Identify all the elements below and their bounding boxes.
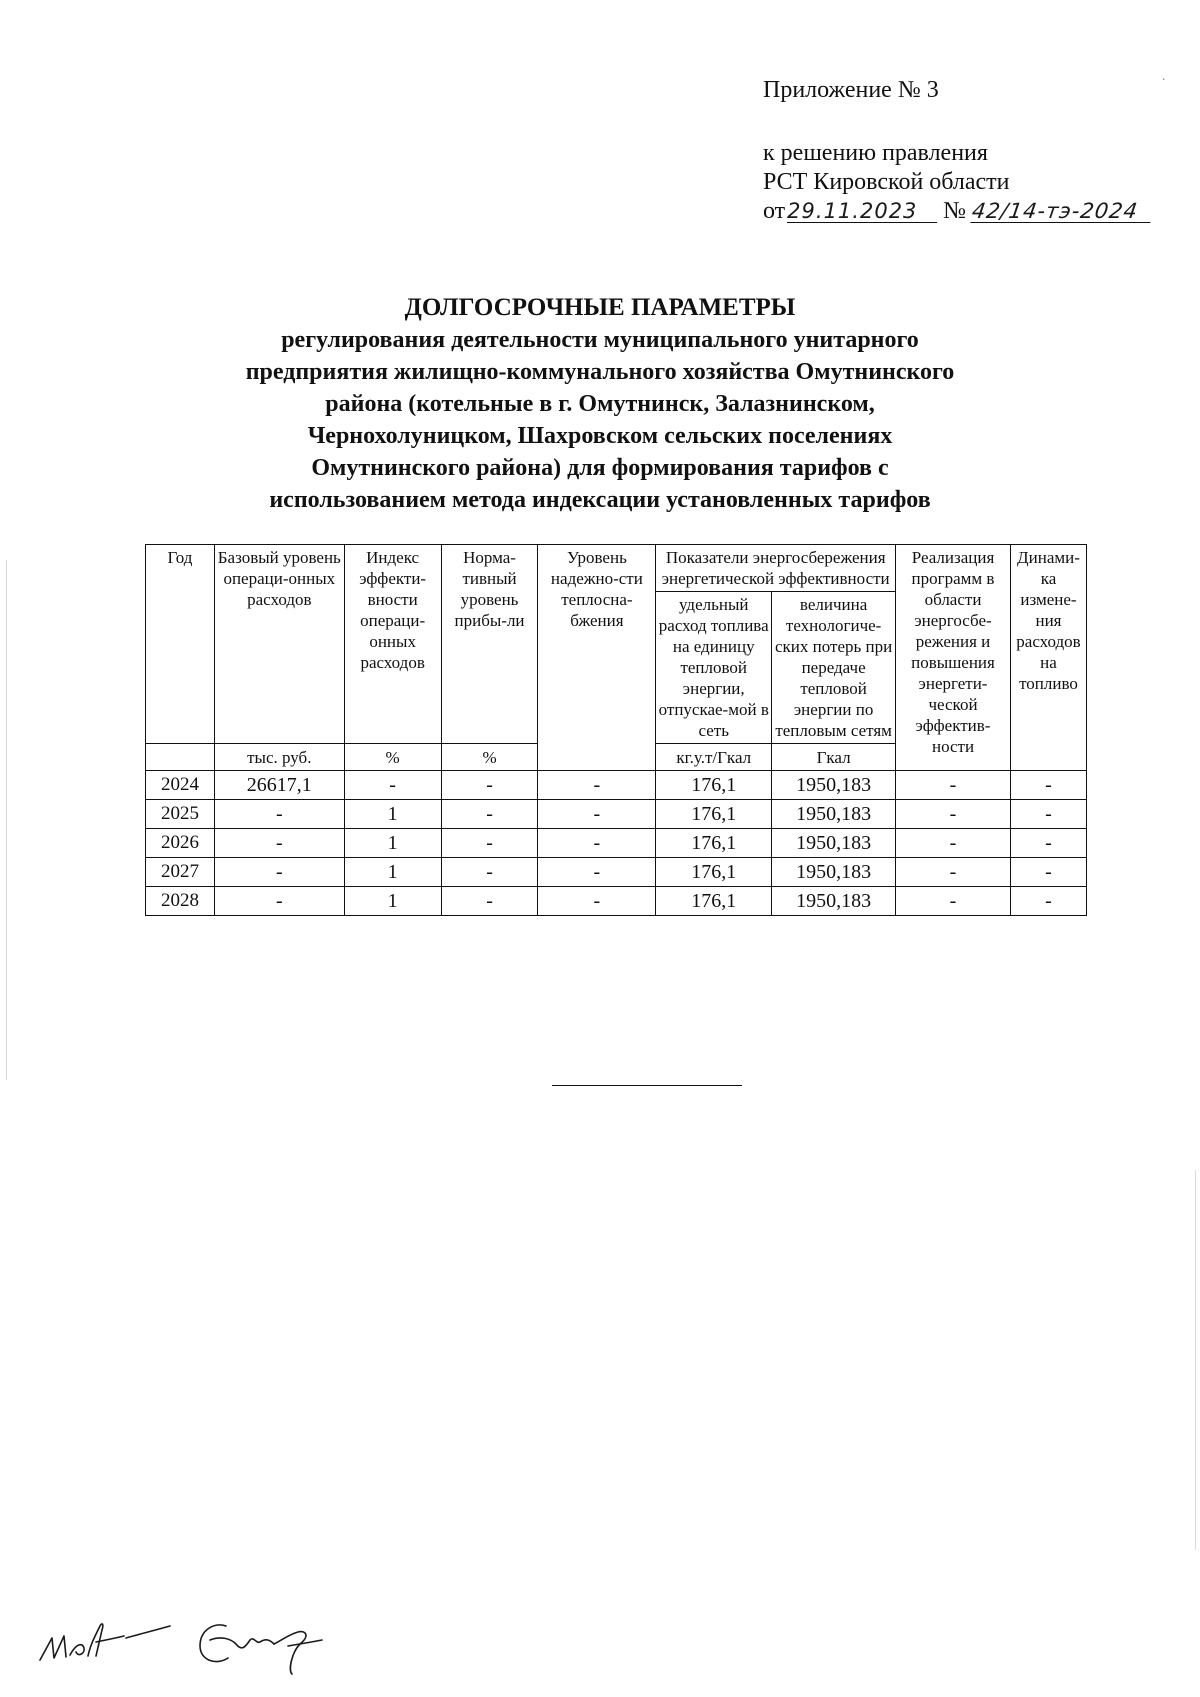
cell-reliability: -: [538, 800, 656, 829]
cell-reliability: -: [538, 887, 656, 916]
header-energy-group: Показатели энергосбережения энергетической эффективности: [656, 545, 896, 592]
cell-programs: -: [896, 829, 1011, 858]
header-base-level: Базовый уровень операци-онных расходов: [214, 545, 344, 744]
cell-programs: -: [896, 771, 1011, 800]
header-reliability: Уровень надежно-сти теплосна-бжения: [538, 545, 656, 771]
cell-index: 1: [344, 829, 441, 858]
cell-dynamics: -: [1010, 887, 1086, 916]
cell-year: 2027: [146, 858, 215, 887]
header-heat-losses: величина технологиче-ских потерь при передаче тепловой энергии по тепловым сетям: [772, 592, 896, 744]
title-line: Омутнинского района) для формирования тарифов с: [311, 455, 889, 481]
table-row: [146, 800, 1087, 829]
cell-year: 2025: [146, 800, 215, 829]
cell-fuel: 176,1: [656, 800, 772, 829]
date-prefix: от: [763, 198, 786, 224]
cell-profit: -: [441, 829, 538, 858]
unit-fuel-rate: кг.у.т/Гкал: [656, 744, 772, 771]
title-line: Чернохолуницком, Шахровском сельских поселениях: [307, 423, 893, 449]
cell-base: -: [214, 887, 344, 916]
document-title: [120, 292, 1080, 516]
handwritten-date: 29.11.2023: [787, 200, 937, 223]
cell-programs: -: [896, 887, 1011, 916]
table-row: [146, 829, 1087, 858]
cell-fuel: 176,1: [656, 829, 772, 858]
cell-programs: -: [896, 800, 1011, 829]
cell-losses: 1950,183: [772, 771, 896, 800]
scan-edge-line: [1195, 1170, 1196, 1550]
cell-losses: 1950,183: [772, 858, 896, 887]
cell-fuel: 176,1: [656, 858, 772, 887]
appendix-label: Приложение № 3: [763, 77, 939, 103]
cell-profit: -: [441, 887, 538, 916]
cell-profit: -: [441, 858, 538, 887]
cell-profit: -: [441, 800, 538, 829]
header-normative-profit: Норма-тивный уровень прибы-ли: [441, 545, 538, 744]
closing-rule: [552, 1085, 742, 1086]
header-programs: Реализация программ в области энергосбе-режения и повышения энергети-ческой эффектив-ности: [896, 545, 1011, 771]
cell-dynamics: -: [1010, 771, 1086, 800]
approval-header: [763, 76, 1152, 226]
title-line: района (котельные в г. Омутнинск, Залазнинском,: [325, 391, 875, 417]
unit-efficiency-index: %: [344, 744, 441, 771]
cell-base: -: [214, 858, 344, 887]
cell-index: 1: [344, 858, 441, 887]
cell-programs: -: [896, 858, 1011, 887]
scan-mark: ·: [1161, 73, 1166, 88]
cell-index: 1: [344, 800, 441, 829]
scan-edge-line: [6, 560, 7, 1080]
cell-year: 2028: [146, 887, 215, 916]
cell-index: -: [344, 771, 441, 800]
cell-dynamics: -: [1010, 800, 1086, 829]
cell-reliability: -: [538, 771, 656, 800]
unit-normative-profit: %: [441, 744, 538, 771]
authority-line: РСТ Кировской области: [763, 169, 1010, 195]
cell-reliability: -: [538, 829, 656, 858]
unit-heat-losses: Гкал: [772, 744, 896, 771]
cell-losses: 1950,183: [772, 800, 896, 829]
table-row: [146, 887, 1087, 916]
header-fuel-dynamics: Динами-ка измене-ния расходов на топливо: [1010, 545, 1086, 771]
cell-dynamics: -: [1010, 829, 1086, 858]
title-line: использованием метода индексации установленных тарифов: [269, 487, 931, 513]
cell-losses: 1950,183: [772, 829, 896, 858]
number-sign: №: [943, 198, 967, 224]
unit-year: [146, 744, 215, 771]
cell-base: -: [214, 829, 344, 858]
cell-dynamics: -: [1010, 858, 1086, 887]
cell-fuel: 176,1: [656, 771, 772, 800]
header-fuel-rate: удельный расход топлива на единицу тепловой энергии, отпускае-мой в сеть: [656, 592, 772, 744]
title-main: ДОЛГОСРОЧНЫЕ ПАРАМЕТРЫ: [404, 294, 796, 321]
handwritten-number: 42/14-тэ-2024: [970, 200, 1153, 223]
cell-losses: 1950,183: [772, 887, 896, 916]
cell-profit: -: [441, 771, 538, 800]
header-efficiency-index: Индекс эффекти-вности операци-онных расходов: [344, 545, 441, 744]
table-header-row: [146, 545, 1087, 592]
date-number-line: [763, 197, 1152, 226]
title-line: предприятия жилищно-коммунального хозяйства Омутнинского: [245, 359, 955, 385]
table-row: [146, 771, 1087, 800]
cell-year: 2026: [146, 829, 215, 858]
parameters-table: [145, 544, 1087, 916]
cell-reliability: -: [538, 858, 656, 887]
decision-line: к решению правления: [763, 140, 988, 166]
cell-fuel: 176,1: [656, 887, 772, 916]
unit-base-level: тыс. руб.: [214, 744, 344, 771]
cell-base: -: [214, 800, 344, 829]
cell-index: 1: [344, 887, 441, 916]
header-year: Год: [146, 545, 215, 744]
handwritten-signature: [30, 1600, 370, 1680]
cell-year: 2024: [146, 771, 215, 800]
title-line: регулирования деятельности муниципального унитарного: [281, 327, 919, 353]
cell-base: 26617,1: [214, 771, 344, 800]
table-row: [146, 858, 1087, 887]
